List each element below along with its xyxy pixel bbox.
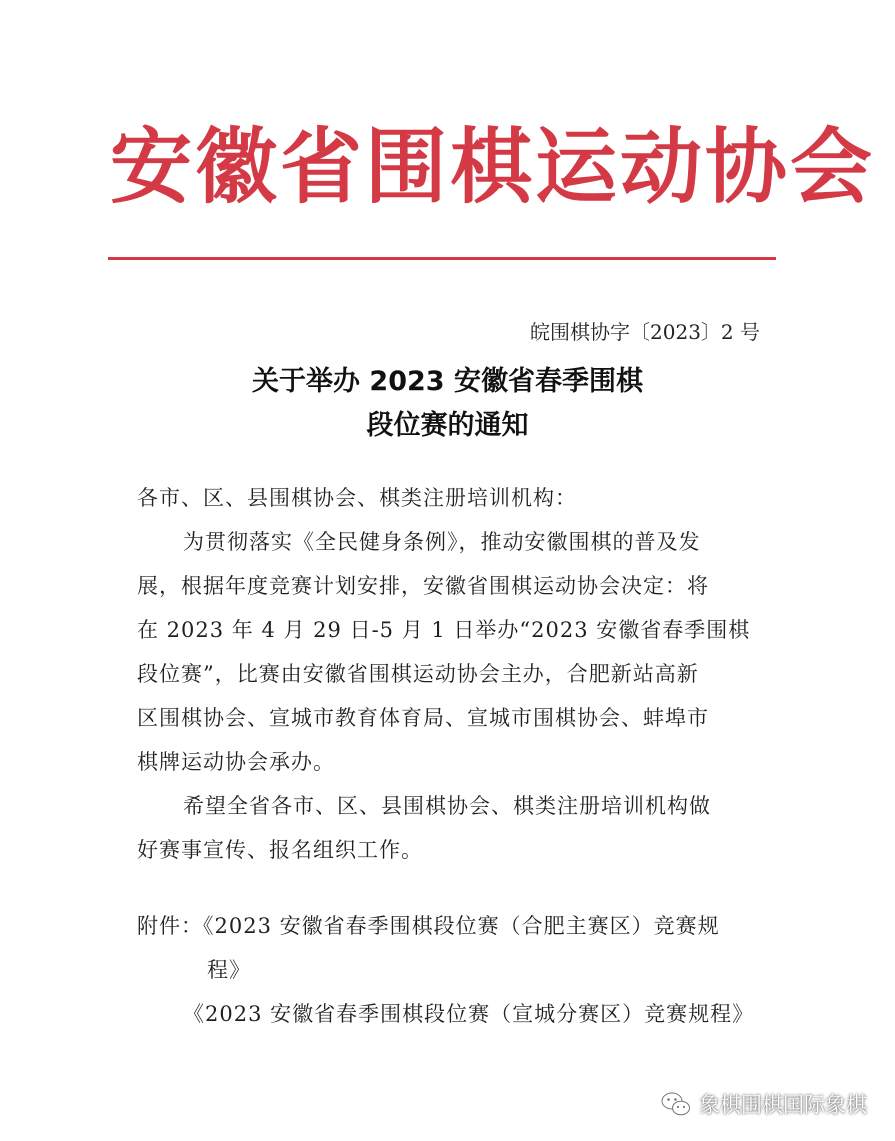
paragraph1-line: 为贯彻落实《全民健身条例》，推动安徽围棋的普及发: [183, 530, 701, 554]
attachment-line-1: 附件：《2023 安徽省春季围棋段位赛（合肥主赛区）竞赛规: [137, 914, 720, 938]
attachment-line-2: 《2023 安徽省春季围棋段位赛（宣城分赛区）竞赛规程》: [183, 1002, 755, 1026]
letterhead-red-rule: [108, 257, 776, 260]
wechat-icon: [661, 1091, 691, 1117]
paragraph2-line: 希望全省各市、区、县围棋协会、棋类注册培训机构做: [183, 794, 711, 818]
salutation: 各市、区、县围棋协会、棋类注册培训机构：: [137, 486, 577, 510]
paragraph1-line: 在 2023 年 4 月 29 日-5 月 1 日举办“2023 安徽省春季围棋: [137, 618, 751, 642]
paragraph2-line: 好赛事宣传、报名组织工作。: [137, 838, 423, 862]
attachment-line-1-continued: 程》: [207, 958, 251, 982]
paragraph1-line: 展，根据年度竞赛计划安排，安徽省围棋运动协会决定：将: [137, 574, 709, 598]
letterhead-org-name: 安徽省围棋运动协会: [110, 120, 876, 215]
wechat-watermark: [661, 1089, 867, 1119]
document-title-line-2: 段位赛的通知: [366, 410, 529, 441]
watermark-text: 象棋围棋国际象棋: [699, 1093, 867, 1117]
document-number: 皖围棋协字〔2023〕2 号: [530, 320, 760, 344]
paragraph1-line: 段位赛”，比赛由安徽省围棋运动协会主办，合肥新站高新: [137, 662, 699, 686]
document-title-line-1: 关于举办 2023 安徽省春季围棋: [252, 366, 643, 397]
paragraph1-line: 区围棋协会、宣城市教育体育局、宣城市围棋协会、蚌埠市: [137, 706, 709, 730]
paragraph1-line: 棋牌运动协会承办。: [137, 750, 335, 774]
